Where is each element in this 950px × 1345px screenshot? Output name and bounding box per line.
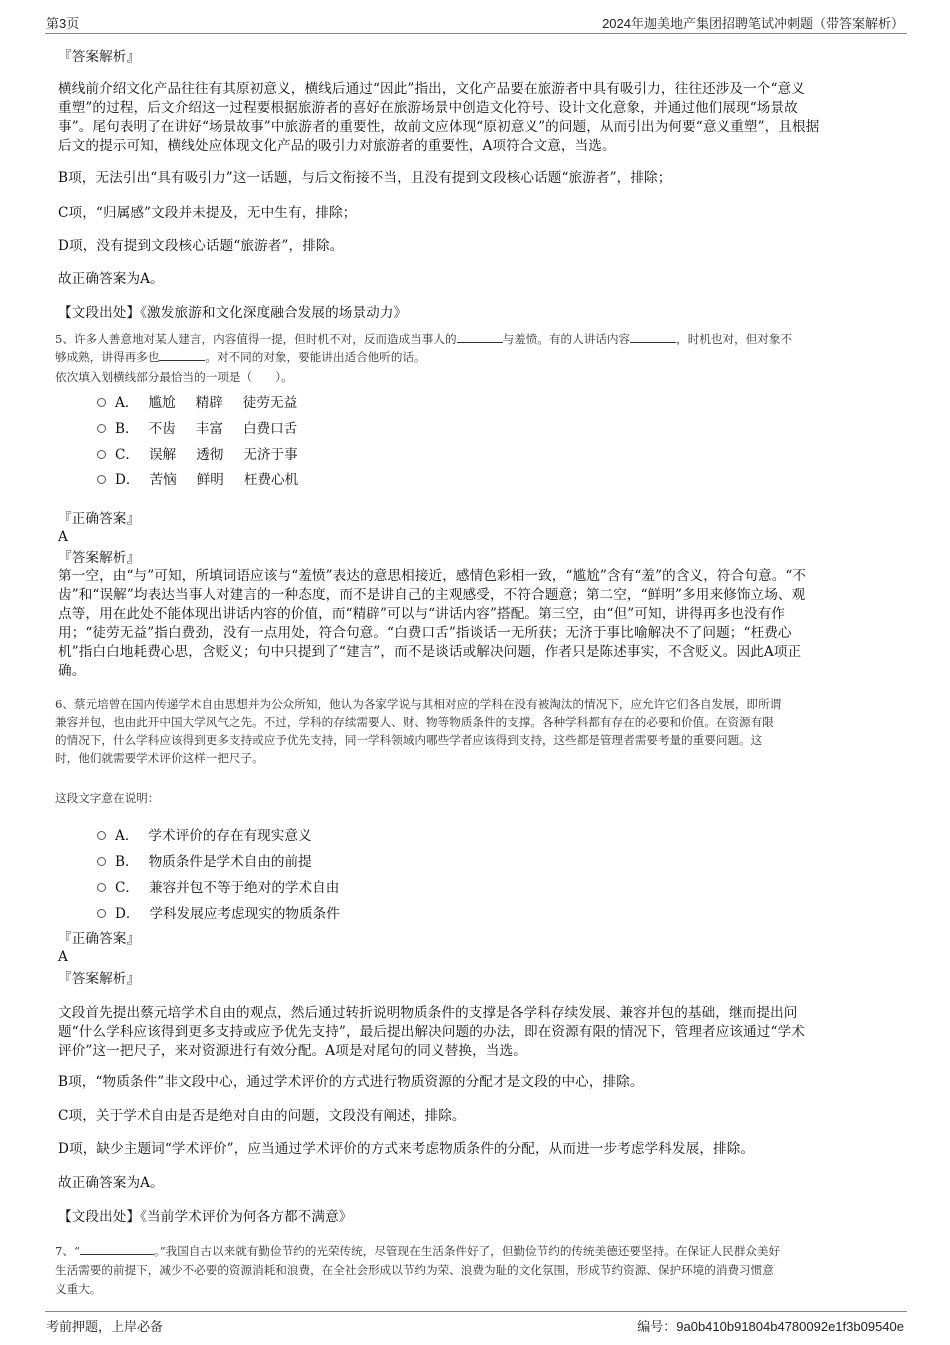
q7-line2: 生活需要的前提下，减少不必要的资源消耗和浪费，在全社会形成以节约为荣、浪费为耻的文化氛围，形成节约资源、保护环境的消费习惯意 — [55, 1263, 774, 1277]
q5-analysis-line: 确。 — [58, 663, 86, 679]
q7-text: 7、“ — [55, 1244, 80, 1258]
radio-icon[interactable] — [97, 857, 106, 866]
radio-icon[interactable] — [97, 398, 106, 407]
q4-conclusion: 故正确答案为A。 — [58, 271, 164, 287]
option-word: 鲜明 — [196, 472, 224, 488]
q6-option-b-analysis: B项，“物质条件”非文段中心，通过学术评价的方式进行物质资源的分配才是文段的中心，排除。 — [58, 1074, 644, 1090]
option-word: 透彻 — [196, 447, 224, 463]
q5-analysis-line: 用；“徒劳无益”指白费劲，没有一点用处，符合句意。“白费口舌”指谈话一无所获；无济于事比喻解决不了问题；“枉费心 — [58, 625, 792, 641]
q6-analysis-line: 评价”这一把尺子，来对资源进行有效分配。A项是对尾句的同义替换，当选。 — [58, 1043, 527, 1059]
q6-passage-line: 的情况下，什么学科应该得到更多支持或应予优先支持，同一学科领域内哪些学者应该得到支持，这些都是管理者需要考量的重要问题。这 — [55, 733, 763, 747]
option-letter: A． — [115, 828, 139, 844]
q4-source: 【文段出处】《激发旅游和文化深度融合发展的场景动力》 — [58, 305, 408, 321]
q5-analysis-label: 『答案解析』 — [58, 550, 141, 566]
page-number: 第3页 — [46, 16, 80, 31]
q6-passage-line: 6、蔡元培曾在国内传递学术自由思想并为公众所知，他认为各家学说与其相对应的学科在没有被淘汰的情况下，应允许它们各自发展，即所谓 — [55, 697, 782, 711]
option-text: 学科发展应考虑现实的物质条件 — [149, 906, 340, 922]
q5-option-c[interactable] — [97, 443, 298, 463]
q6-analysis-label: 『答案解析』 — [58, 971, 141, 987]
q5-stem-text: 5、许多人善意地对某人建言，内容值得一提，但时机不对，反而造成当事人的 — [55, 332, 457, 346]
q5-correct-value: A — [58, 529, 68, 545]
q5-option-b[interactable] — [97, 417, 297, 437]
footer-slogan: 考前押题，上岸必备 — [46, 1319, 164, 1334]
option-letter: B． — [115, 854, 139, 870]
q5-option-a[interactable] — [97, 391, 297, 411]
q6-analysis — [58, 1004, 898, 1061]
q4-analysis — [58, 80, 898, 156]
q4-analysis-line: 后文的提示可知，横线处应体现文化产品的吸引力对旅游者的重要性，A项符合文意，当选。 — [58, 138, 616, 154]
q6-option-d[interactable] — [97, 902, 340, 922]
q6-option-c-analysis: C项，关于学术自由是否是绝对自由的问题，文段没有阐述，排除。 — [58, 1108, 466, 1124]
q4-option-b-analysis: B项，无法引出“具有吸引力”这一话题，与后文衔接不当，且没有提到文段核心话题“旅游者”，排除； — [58, 170, 672, 186]
q6-option-d-analysis: D项，缺少主题词“学术评价”，应当通过学术评价的方式来考虑物质条件的分配，从而进一步考虑学科发展，排除。 — [58, 1141, 755, 1157]
q6-option-c[interactable] — [97, 876, 339, 896]
radio-icon[interactable] — [97, 831, 106, 840]
option-word: 尴尬 — [148, 395, 176, 411]
q5-stem-text: 。对不同的对象，要能讲出适合他听的话。 — [205, 350, 426, 364]
document-title: 2024年迦美地产集团招聘笔试冲刺题（带答案解析） — [602, 16, 904, 31]
q5-stem-text: ，时机也对，但对象不 — [676, 332, 793, 346]
option-word: 无济于事 — [243, 447, 298, 463]
q6-option-b[interactable] — [97, 850, 312, 870]
q7-line1 — [55, 1242, 780, 1260]
q5-analysis-line: 齿”和“误解”均表达当事人对建言的一种态度，而不是讲自己的主观感受，不符合题意；第二空，“鲜明”多用来修饰立场、观 — [58, 587, 806, 603]
q7-blank — [80, 1242, 154, 1255]
radio-icon[interactable] — [97, 909, 106, 918]
q7-line3: 义重大。 — [55, 1282, 102, 1296]
option-word: 枉费心机 — [243, 472, 299, 488]
radio-icon[interactable] — [97, 883, 106, 892]
option-word: 苦恼 — [149, 472, 177, 488]
option-letter: D． — [115, 472, 140, 488]
option-word: 不齿 — [148, 421, 176, 437]
q5-stem-line2 — [55, 348, 426, 366]
q6-analysis-line: 题“什么学科应该得到更多支持或应予优先支持”，最后提出解决问题的办法，即在资源有限的情况下，管理者应该通过“学术 — [58, 1024, 805, 1040]
q6-option-a[interactable] — [97, 824, 312, 844]
q5-analysis — [58, 567, 898, 681]
option-letter: C． — [115, 447, 139, 463]
footer-serial: 编号：9a0b410b91804b4780092e1f3b09540e — [637, 1319, 904, 1334]
q6-analysis-line: 文段首先提出蔡元培学术自由的观点，然后通过转折说明物质条件的支撑是各学科存续发展、兼容并包的基础，继而提出问 — [58, 1005, 798, 1021]
q6-stem: 这段文字意在说明： — [55, 791, 160, 805]
q5-blank-2 — [630, 330, 676, 343]
q4-option-d-analysis: D项，没有提到文段核心话题“旅游者”，排除。 — [58, 238, 344, 254]
q6-passage-line: 时，他们就需要学术评价这样一把尺子。 — [55, 751, 264, 765]
q5-option-d[interactable] — [97, 468, 298, 488]
radio-icon[interactable] — [97, 450, 106, 459]
q4-analysis-line: 横线前介绍文化产品往往有其原初意义，横线后通过“因此”指出，文化产品要在旅游者中具有吸引力，往往还涉及一个“意义 — [58, 81, 805, 97]
option-letter: C． — [115, 880, 139, 896]
q5-blank-3 — [159, 348, 205, 361]
q6-correct-value: A — [58, 949, 68, 965]
radio-icon[interactable] — [97, 475, 106, 484]
option-text: 物质条件是学术自由的前提 — [148, 854, 312, 870]
footer-divider — [45, 1311, 907, 1312]
q5-analysis-line: 第一空，由“与”可知，所填词语应该与“羞愤”表达的意思相接近，感情色彩相一致，“尴尬”含有“羞”的含义，符合句意。“不 — [58, 568, 807, 584]
q4-analysis-label: 『答案解析』 — [58, 49, 141, 65]
header-divider — [45, 33, 907, 34]
option-letter: B． — [115, 421, 139, 437]
q4-analysis-line: 重塑”的过程，后文介绍这一过程要根据旅游者的喜好在旅游场景中创造文化符号、设计文化意象，并通过他们展现“场景故 — [58, 100, 798, 116]
q5-stem-text: 够成熟，讲得再多也 — [55, 350, 160, 364]
q6-conclusion: 故正确答案为A。 — [58, 1175, 164, 1191]
option-letter: A． — [115, 395, 139, 411]
q6-source: 【文段出处】《当前学术评价为何各方都不满意》 — [58, 1209, 353, 1225]
q5-analysis-line: 机”指白白地耗费心思，含贬义；句中只提到了“建言”，而不是谈话或解决问题，作者只是陈述事实，不含贬义。因此A项正 — [58, 644, 802, 660]
q6-correct-label: 『正确答案』 — [58, 931, 141, 947]
q7-text: 。”我国自古以来就有勤俭节约的光荣传统，尽管现在生活条件好了，但勤俭节约的传统美德还要坚持。在保证人民群众美好 — [153, 1244, 781, 1258]
option-text: 学术评价的存在有现实意义 — [148, 828, 312, 844]
q5-stem-text: 与羞愤。有的人讲话内容 — [502, 332, 631, 346]
q5-instruction: 依次填入划横线部分最恰当的一项是（ ）。 — [55, 370, 293, 384]
q5-correct-label: 『正确答案』 — [58, 511, 141, 527]
option-word: 精辟 — [195, 395, 223, 411]
q5-blank-1 — [457, 330, 503, 343]
q4-option-c-analysis: C项，“归属感”文段并未提及，无中生有，排除； — [58, 205, 357, 221]
q5-analysis-line: 点等，用在此处不能体现出讲话内容的价值，而“精辟”可以与“讲话内容”搭配。第三空，由“但”可知，讲得再多也没有作 — [58, 606, 785, 622]
option-word: 丰富 — [195, 421, 223, 437]
option-letter: D． — [115, 906, 140, 922]
q4-analysis-line: 事”。尾句表明了在讲好“场景故事”中旅游者的重要性，故前文应体现“原初意义”的问题，从而引出为何要“意义重塑”，且根据 — [58, 119, 820, 135]
option-word: 徒劳无益 — [242, 395, 298, 411]
q6-passage — [55, 695, 905, 767]
option-text: 兼容并包不等于绝对的学术自由 — [149, 880, 340, 896]
q5-stem-line1 — [55, 330, 792, 348]
q6-passage-line: 兼容并包，也由此开中国大学风气之先。不过，学科的存续需要人、财、物等物质条件的支撑。各种学科都有存在的必要和价值。在资源有限 — [55, 715, 774, 729]
radio-icon[interactable] — [97, 424, 106, 433]
option-word: 误解 — [149, 447, 177, 463]
option-word: 白费口舌 — [242, 421, 298, 437]
